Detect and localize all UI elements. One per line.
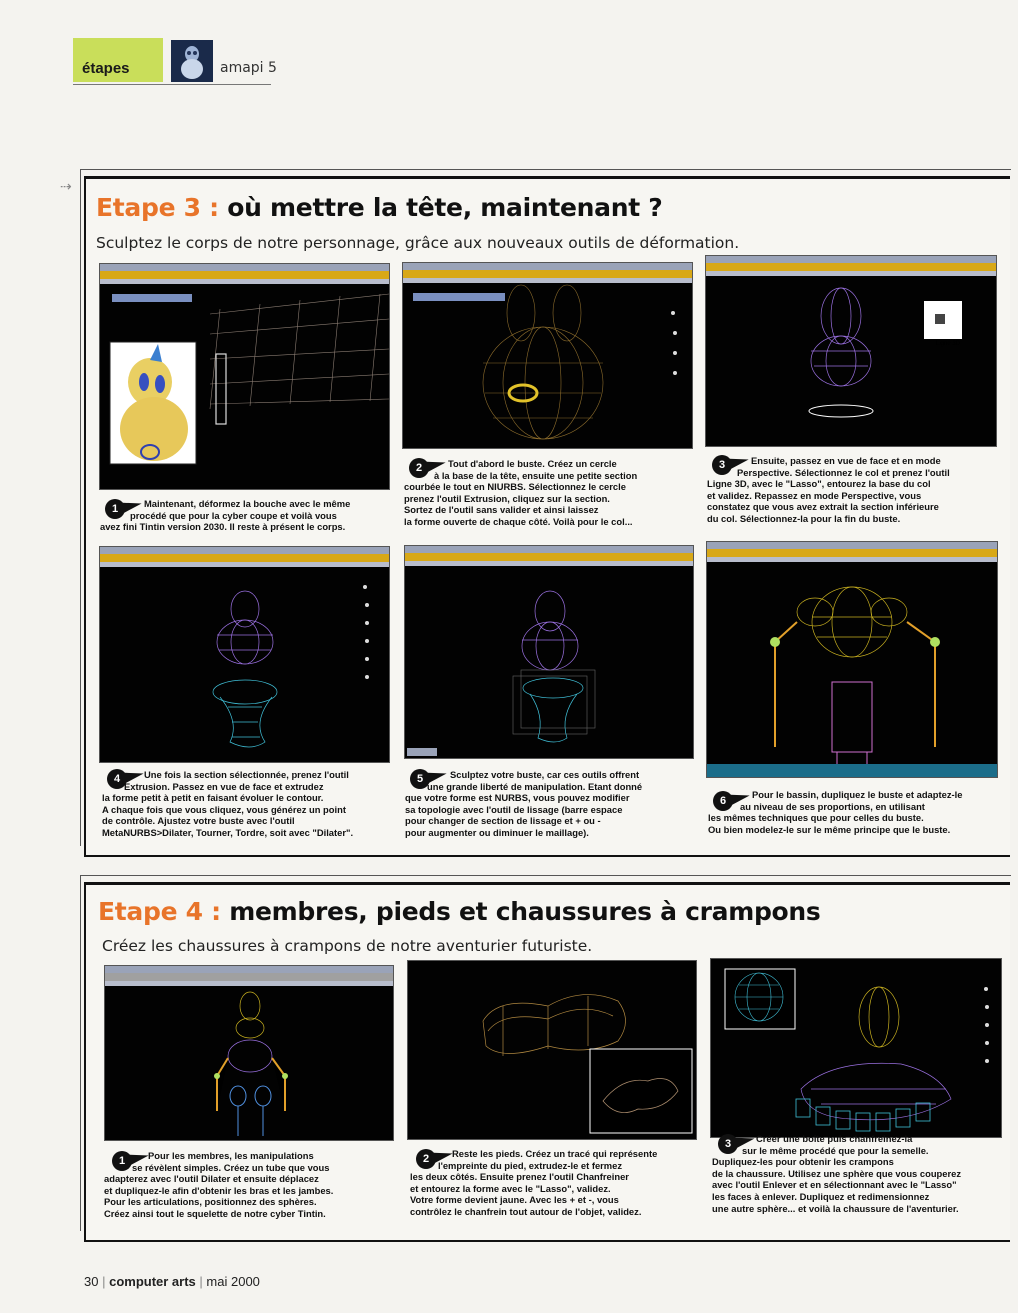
step4-caption: Une fois la section sélectionnée, prenez l'outil Extrusion. Passez en vue de face et extrudez la forme petit à petit en faisant évoluer le contour. A chaque fois que vous cliquez, vous générez un point de contrôle. Ajustez votre buste avec l'outil MetaNURBS>Dilater, Tourner, Tordre, soit avec "Dilater".	[102, 769, 354, 838]
screenshot-etape4-step2	[407, 960, 697, 1140]
screenshot-step1	[99, 263, 390, 490]
step-badge: 1	[112, 1151, 132, 1171]
step-badge: 4	[107, 769, 127, 789]
screenshot-etape4-step3	[710, 958, 1002, 1138]
screenshot-step5	[404, 545, 694, 759]
step-badge: 3	[712, 455, 732, 475]
app-name: amapi 5	[220, 60, 277, 76]
step-badge: 2	[416, 1149, 436, 1169]
magazine-name: computer arts	[109, 1274, 196, 1289]
screenshot-etape4-step1	[104, 965, 394, 1141]
header-rule	[73, 84, 271, 85]
screenshot-step6	[706, 541, 998, 778]
etape4-step2-caption: Reste les pieds. Créez un tracé qui représente l'empreinte du pied, extrudez-le et fermez les deux côtés. Ensuite prenez l'outil Chanfreiner et entourez la forme avec le "Lasso", validez. Votre forme devient jaune. Avec les + et -, vous contrôlez le chanfrein tout autour de l'objet, validez.	[410, 1148, 658, 1217]
screenshot-step3	[705, 255, 997, 447]
etape4-subtitle: Créez les chaussures à crampons de notre aventurier futuriste.	[102, 937, 593, 955]
etape3-subtitle: Sculptez le corps de notre personnage, grâce aux nouveaux outils de déformation.	[96, 234, 740, 252]
screenshot-step4	[99, 546, 390, 763]
step1-caption: Maintenant, déformez la bouche avec le même procédé que pour la cyber coupe et voilà vous avez fini Tintin version 2030. Il reste à présent le corps.	[100, 498, 351, 533]
screenshot-step2	[402, 262, 693, 449]
app-logo-thumbnail	[171, 40, 213, 82]
step-badge: 1	[105, 499, 125, 519]
step6-caption: Pour le bassin, dupliquez le buste et adaptez-le au niveau de ses proportions, en utilisant les mêmes techniques que pour celles du buste. Ou bien modelez-le sur le même principe que le buste.	[708, 789, 963, 835]
section-label: étapes	[82, 60, 130, 77]
etape4-step3-caption: Créer une boîte puis chanfreinez-la sur le même procédé que pour la semelle. Dupliquez-les pour obtenir les crampons de la chaussure. Utilisez une sphère que vous couperez avec l'outil Enlever et en sélectionnant avec le "Lasso" les faces à enlever. Dupliquez et redimensionnez une autre sphère... et voilà la chaussure de l'aventurier.	[712, 1133, 962, 1214]
etape3-title: Etape 3 : où mettre la tête, maintenant ?	[96, 193, 663, 222]
page-footer: 30 | computer arts | mai 2000	[84, 1274, 260, 1289]
step-badge: 6	[713, 791, 733, 811]
step-badge: 5	[410, 769, 430, 789]
issue-date: mai 2000	[206, 1274, 260, 1289]
step-badge: 3	[718, 1134, 738, 1154]
page-number: 30	[84, 1274, 99, 1289]
step-badge: 2	[409, 458, 429, 478]
etape4-step1-caption: Pour les membres, les manipulations se révèlent simples. Créez un tube que vous adapterez avec l'outil Dilater et ensuite déplacez et dupliquez-le afin d'obtenir les bras et les jambes. Pour les articulations, positionnez des sphères. Créez ainsi tout le squelette de notre cyber Tintin.	[104, 1150, 334, 1219]
step3-caption: Ensuite, passez en vue de face et en mode Perspective. Sélectionnez le col et prenez l'outil Ligne 3D, avec le "Lasso", entourez la base du col et validez. Repassez en mode Perspective, vous constatez que vous avez extrait la section inférieure du col. Sélectionnez-la pour la fin du buste.	[707, 455, 950, 524]
margin-arrow-icon: ⇢	[60, 178, 72, 194]
ligne-3d-label: Ligne 3D	[936, 341, 961, 347]
etape4-title: Etape 4 : membres, pieds et chaussures à crampons	[98, 897, 821, 926]
step5-caption: Sculptez votre buste, car ces outils offrent une grande liberté de manipulation. Etant donné que votre forme est NURBS, vous pouvez modifier sa topologie avec l'outil de lissage (barre espace pour changer de section de lissage et + ou - pour augmenter ou diminuer le maillage).	[405, 769, 643, 838]
step2-caption: Tout d'abord le buste. Créez un cercle à la base de la tête, ensuite une petite section courbée le tout en NIURBS. Sélectionnez le cercle prenez l'outil Extrusion, cliquez sur la section. Sortez de l'outil sans valider et ainsi laissez la forme ouverte de chaque côté. Voilà pour le col...	[404, 458, 638, 527]
